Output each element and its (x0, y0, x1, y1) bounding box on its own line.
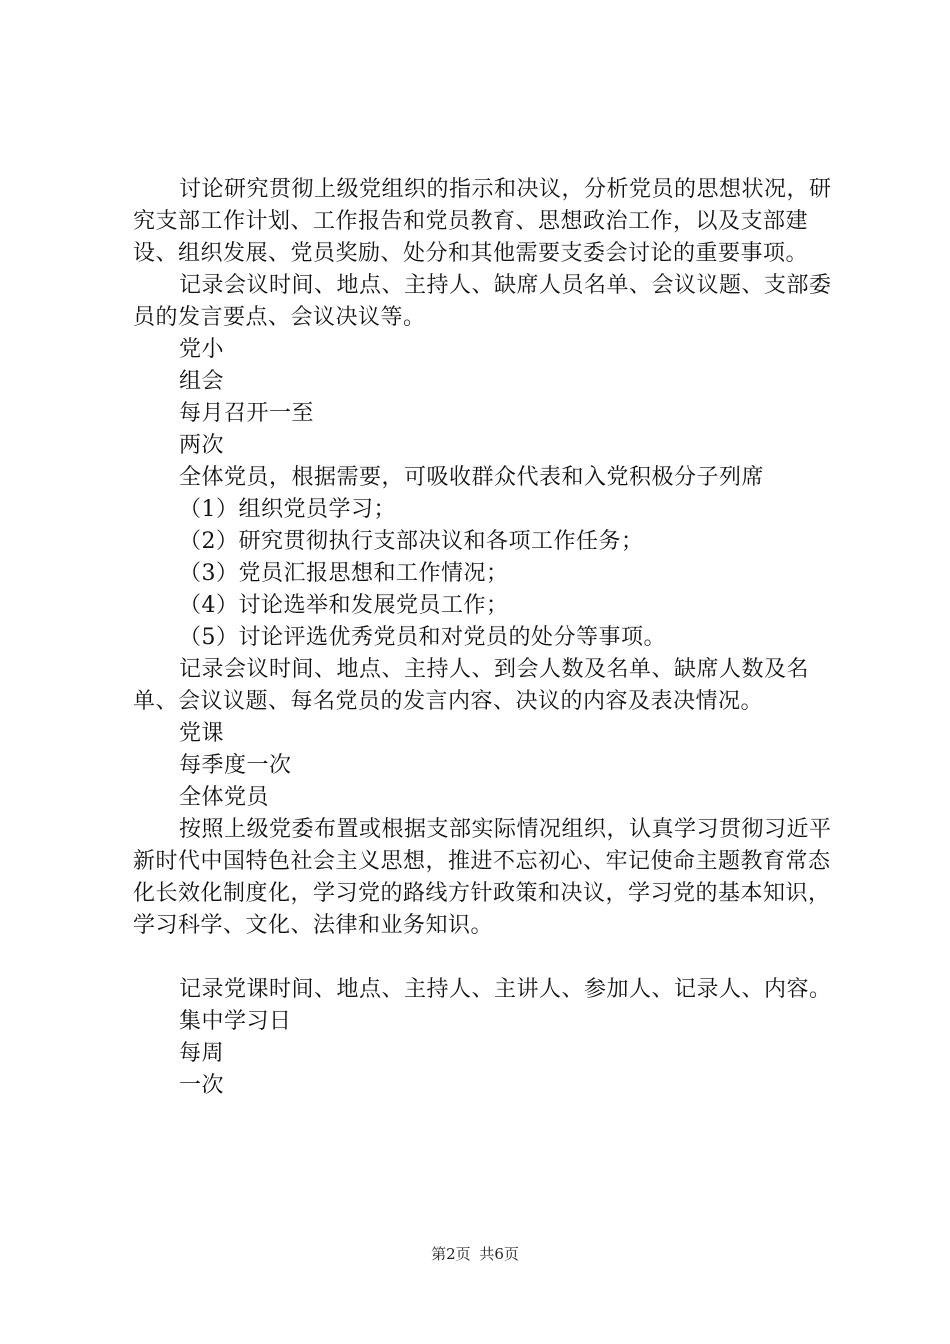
paragraph: 党课 (179, 721, 225, 746)
paragraph: 集中学习日 (179, 1009, 292, 1034)
list-item: （1）组织党员学习； (179, 497, 396, 522)
paragraph: 一次 (179, 1073, 225, 1098)
list-item: （3）党员汇报思想和工作情况； (179, 561, 509, 586)
paragraph: 组会 (179, 369, 225, 394)
paragraph: 记录会议时间、地点、主持人、缺席人员名单、会议议题、支部委员的发言要点、会议决议等。 (133, 273, 832, 330)
paragraph: 全体党员 (179, 785, 270, 810)
list-item: （5）讨论评选优秀党员和对党员的处分等事项。 (179, 625, 666, 650)
page-total: 共6页 (479, 1245, 519, 1263)
page-footer (0, 1244, 950, 1264)
paragraph: 全体党员，根据需要，可吸收群众代表和入党积极分子列席 (179, 465, 765, 490)
paragraph: 每季度一次 (179, 753, 292, 778)
list-item: （4）讨论选举和发展党员工作； (179, 593, 509, 618)
paragraph: 记录党课时间、地点、主持人、主讲人、参加人、记录人、内容。 (179, 977, 832, 1002)
paragraph: 每周 (179, 1041, 225, 1066)
paragraph: 党小 (179, 337, 225, 362)
list-item: （2）研究贯彻执行支部决议和各项工作任务； (179, 529, 644, 554)
blank-line (133, 942, 843, 974)
paragraph: 按照上级党委布置或根据支部实际情况组织，认真学习贯彻习近平新时代中国特色社会主义思想，推进不忘初心、牢记使命主题教育常态化长效化制度化，学习党的路线方针政策和决议，学习党的基本知识，学习科学、文化、法律和业务知识。 (133, 817, 832, 938)
paragraph: 每月召开一至 (179, 401, 315, 426)
paragraph: 讨论研究贯彻上级党组织的指示和决议，分析党员的思想状况，研究支部工作计划、工作报告和党员教育、思想政治工作，以及支部建设、组织发展、党员奖励、处分和其他需要支委会讨论的重要事项。 (133, 177, 832, 266)
page-number: 第2页 (431, 1245, 471, 1263)
paragraph: 两次 (179, 433, 225, 458)
document-body (133, 174, 843, 1102)
paragraph: 记录会议时间、地点、主持人、到会人数及名单、缺席人数及名单、会议议题、每名党员的发言内容、决议的内容及表决情况。 (133, 657, 810, 714)
